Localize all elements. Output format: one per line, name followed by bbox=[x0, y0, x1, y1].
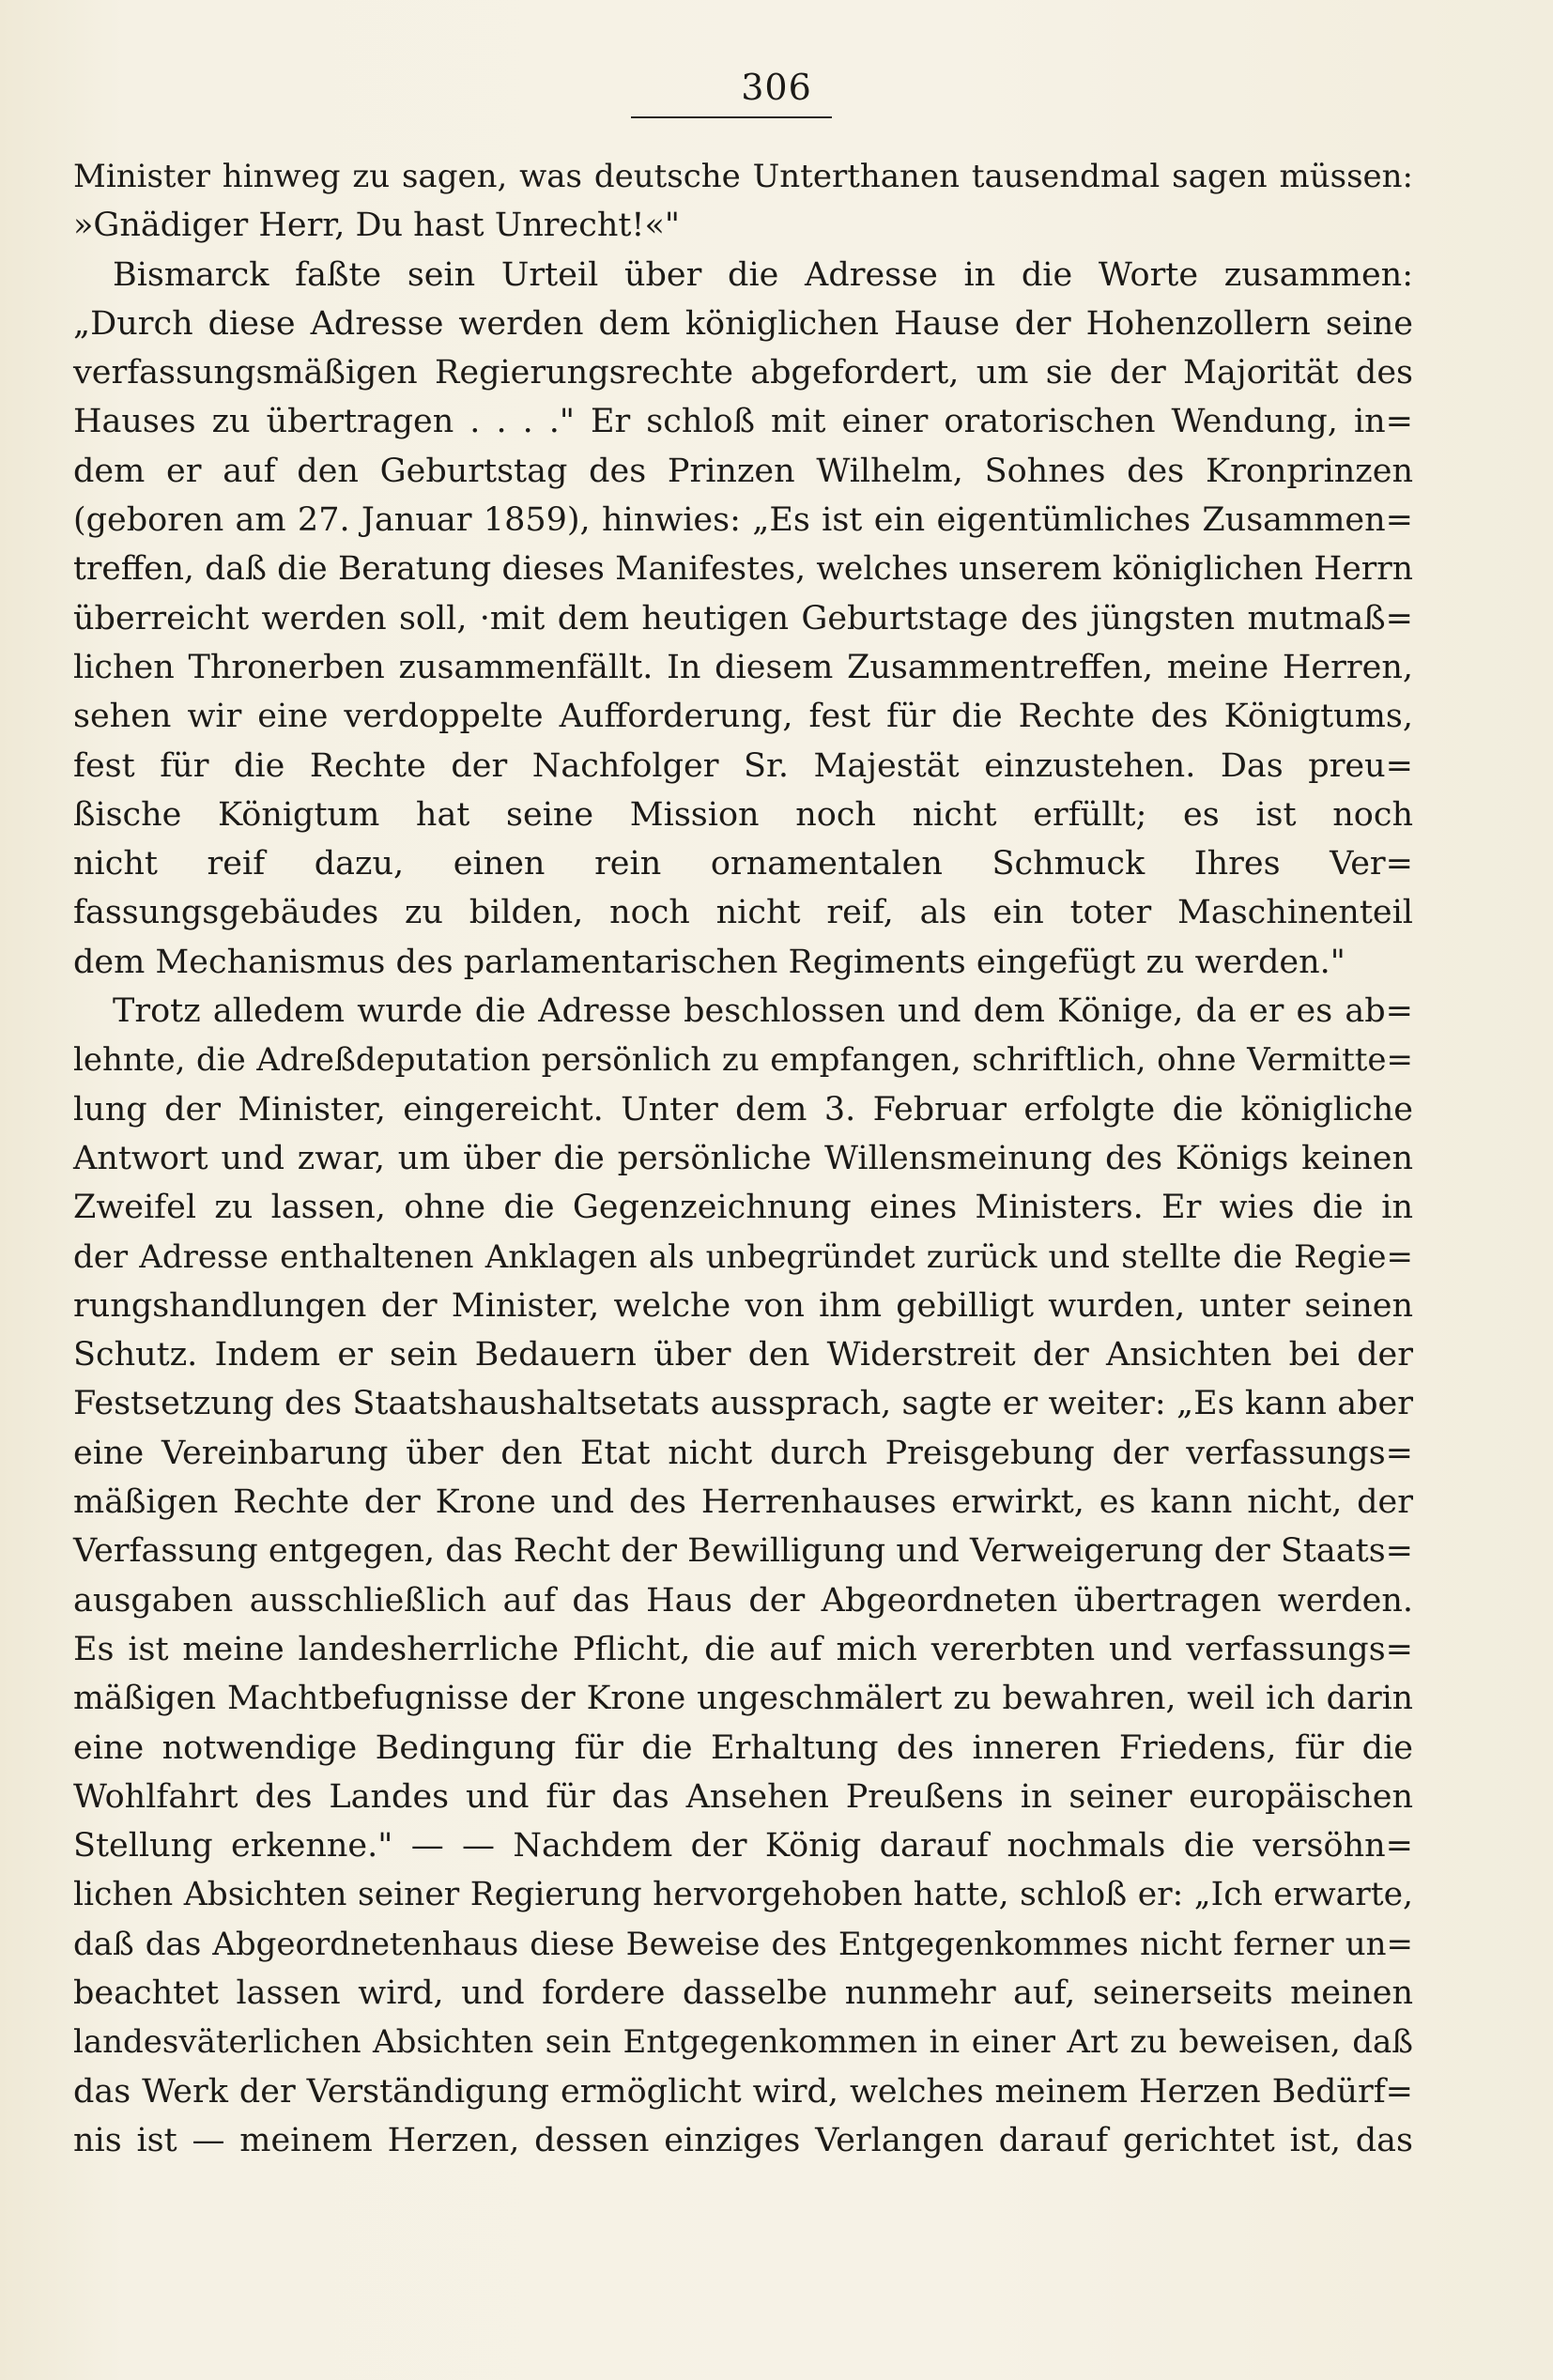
text-line: mäßigen Rechte der Krone und des Herrenhauses erwirkt, es kann nicht, der bbox=[73, 1483, 1413, 1522]
text-line: Minister hinweg zu sagen, was deutsche Unterthanen tausendmal sagen müssen: bbox=[73, 158, 1413, 195]
text-line: lichen Thronerben zusammenfällt. In diesem Zusammentreffen, meine Herren, bbox=[73, 648, 1413, 686]
text-line: Wohlfahrt des Landes und für das Ansehen Preußens in seiner europäischen bbox=[73, 1777, 1413, 1816]
text-line: ausgaben ausschließlich auf das Haus der Abgeordneten übertragen werden. bbox=[73, 1581, 1413, 1620]
text-line: Stellung erkenne." — — Nachdem der König darauf nochmals die versöhn= bbox=[73, 1827, 1413, 1866]
text-line: mäßigen Machtbefugnisse der Krone ungeschmälert zu bewahren, weil ich darin bbox=[73, 1680, 1413, 1718]
text-line: lehnte, die Adreßdeputation persönlich zu empfangen, schriftlich, ohne Vermitte= bbox=[73, 1041, 1413, 1080]
text-line: nicht reif dazu, einen rein ornamentalen Schmuck Ihres Ver= bbox=[73, 845, 1413, 883]
text-line: »Gnädiger Herr, Du hast Unrecht!«" bbox=[73, 207, 681, 245]
text-line: sehen wir eine verdoppelte Aufforderung, fest für die Rechte des Königtums, bbox=[73, 698, 1413, 736]
text-line: Antwort und zwar, um über die persönliche Willensmeinung des Königs keinen bbox=[73, 1139, 1413, 1177]
text-line: Zweifel zu lassen, ohne die Gegenzeichnung eines Ministers. Er wies die in bbox=[73, 1189, 1413, 1227]
text-line: Hauses zu übertragen . . . ." Er schloß mit einer oratorischen Wendung, in= bbox=[73, 403, 1413, 441]
text-line: ßische Königtum hat seine Mission noch nicht erfüllt; es ist noch bbox=[73, 795, 1413, 834]
page-number: 306 bbox=[741, 67, 812, 108]
text-line: eine notwendige Bedingung für die Erhaltung des inneren Friedens, für die bbox=[73, 1728, 1413, 1767]
text-line: (geboren am 27. Januar 1859), hinwies: „Es ist ein eigentümliches Zusammen= bbox=[73, 501, 1413, 540]
text-line: „Durch diese Adresse werden dem königlichen Hause der Hohenzollern seine bbox=[73, 304, 1413, 343]
text-line: beachtet lassen wird, und fordere dasselbe nunmehr auf, seinerseits meinen bbox=[73, 1973, 1413, 2012]
text-line: Verfassung entgegen, das Recht der Bewilligung und Verweigerung der Staats= bbox=[73, 1532, 1413, 1571]
text-line: lung der Minister, eingereicht. Unter dem 3. Februar erfolgte die königliche bbox=[73, 1090, 1413, 1129]
text-line: Schutz. Indem er sein Bedauern über den Widerstreit der Ansichten bei der bbox=[73, 1336, 1413, 1374]
text-line: verfassungsmäßigen Regierungsrechte abgefordert, um sie der Majorität des bbox=[73, 354, 1413, 392]
text-line: nis ist — meinem Herzen, dessen einziges Verlangen darauf gerichtet ist, das bbox=[73, 2121, 1413, 2159]
text-line: fassungsgebäudes zu bilden, noch nicht reif, als ein toter Maschinenteil bbox=[73, 894, 1413, 932]
text-line: dem Mechanismus des parlamentarischen Regiments eingefügt zu werden." bbox=[73, 943, 1345, 981]
text-line: dem er auf den Geburtstag des Prinzen Wilhelm, Sohnes des Kronprinzen bbox=[73, 452, 1413, 490]
body-text bbox=[73, 152, 1413, 2165]
text-line: Trotz alledem wurde die Adresse beschlossen und dem Könige, da er es ab= bbox=[113, 992, 1413, 1031]
header-rule bbox=[631, 116, 832, 118]
text-line: landesväterlichen Absichten sein Entgegenkommen in einer Art zu beweisen, daß bbox=[73, 2023, 1413, 2062]
text-line: überreicht werden soll, ·mit dem heutigen Geburtstage des jüngsten mutmaß= bbox=[73, 599, 1413, 637]
text-line: rungshandlungen der Minister, welche von ihm gebilligt wurden, unter seinen bbox=[73, 1286, 1413, 1325]
text-line: eine Vereinbarung über den Etat nicht durch Preisgebung der verfassungs= bbox=[73, 1434, 1413, 1472]
text-line: das Werk der Verständigung ermöglicht wird, welches meinem Herzen Bedürf= bbox=[73, 2072, 1413, 2111]
text-line: daß das Abgeordnetenhaus diese Beweise des Entgegenkommes nicht ferner un= bbox=[73, 1925, 1413, 1963]
text-line: Festsetzung des Staatshaushaltsetats aussprach, sagte er weiter: „Es kann aber bbox=[73, 1385, 1413, 1423]
text-line: fest für die Rechte der Nachfolger Sr. Majestät einzustehen. Das preu= bbox=[73, 746, 1413, 785]
text-line: der Adresse enthaltenen Anklagen als unbegründet zurück und stellte die Regie= bbox=[73, 1237, 1413, 1276]
text-line: Es ist meine landesherrliche Pflicht, die auf mich vererbten und verfassungs= bbox=[73, 1630, 1413, 1668]
text-line: lichen Absichten seiner Regierung hervorgehoben hatte, schloß er: „Ich erwarte, bbox=[73, 1876, 1413, 1914]
text-line: Bismarck faßte sein Urteil über die Adresse in die Worte zusammen: bbox=[113, 255, 1413, 294]
text-line: treffen, daß die Beratung dieses Manifestes, welches unserem königlichen Herrn bbox=[73, 550, 1413, 589]
